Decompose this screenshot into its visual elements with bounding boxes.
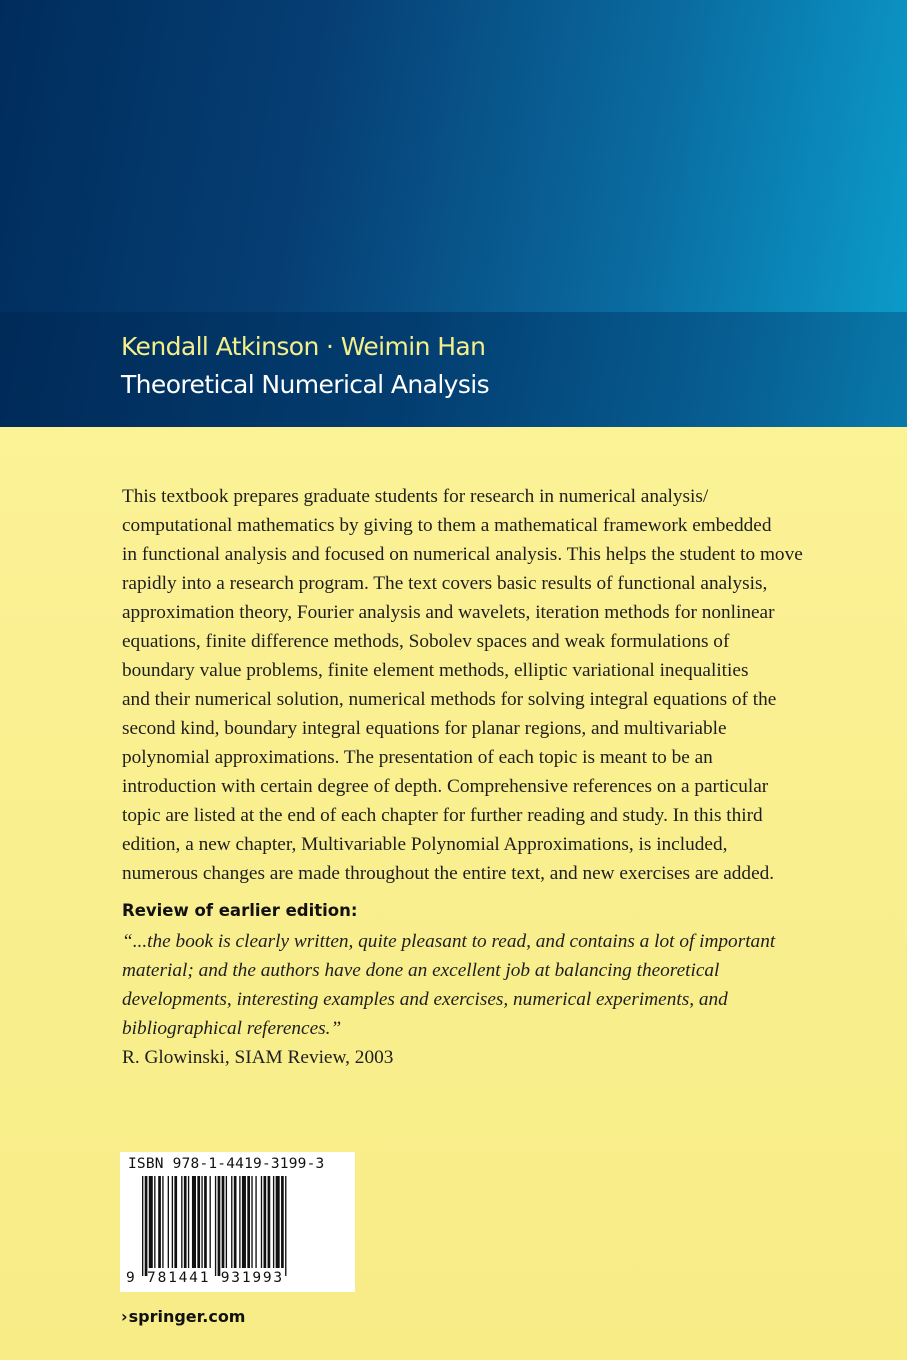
description-line: boundary value problems, finite element methods, elliptic variational inequalities [122,660,749,681]
review-quote-line: bibliographical references.” [122,1018,342,1039]
description-line: polynomial approximations. The presentation of each topic is meant to be an [122,747,713,768]
review-quote [122,927,852,1043]
description-line: introduction with certain degree of depth. Comprehensive references on a particular [122,776,769,797]
isbn-label: ISBN 978-1-4419-3199-3 [128,1156,325,1172]
top-gradient-band [0,0,907,312]
review-quote-line: “...the book is clearly written, quite pleasant to read, and contains a lot of important [122,931,776,952]
description-line: topic are listed at the end of each chapter for further reading and study. In this third [122,805,763,826]
description-line: second kind, boundary integral equations for planar regions, and multivariable [122,718,727,739]
barcode-bars-icon [142,1176,334,1276]
description-line: This textbook prepares graduate students for research in numerical analysis/ [122,486,709,507]
book-title: Theoretical Numerical Analysis [121,370,490,399]
description-line: edition, a new chapter, Multivariable Polynomial Approximations, is included, [122,834,728,855]
chevron-right-icon: › [121,1307,128,1326]
review-quote-line: developments, interesting examples and exercises, numerical experiments, and [122,989,728,1010]
publisher-website-link[interactable] [121,1307,245,1326]
description-line: in functional analysis and focused on numerical analysis. This helps the student to move [122,544,803,565]
website-label: springer.com [128,1307,246,1326]
barcode-digits: 9 781441 931993 [126,1270,284,1286]
description [122,482,852,888]
description-line: approximation theory, Fourier analysis and wavelets, iteration methods for nonlinear [122,602,775,623]
review-heading: Review of earlier edition: [122,901,358,920]
authors: Kendall Atkinson · Weimin Han [121,332,486,361]
description-line: rapidly into a research program. The text covers basic results of functional analysis, [122,573,768,594]
description-line: numerous changes are made throughout the entire text, and new exercises are added. [122,863,775,884]
isbn-barcode [120,1152,355,1292]
review-source: R. Glowinski, SIAM Review, 2003 [122,1047,394,1068]
review-quote-line: material; and the authors have done an excellent job at balancing theoretical [122,960,720,981]
description-line: computational mathematics by giving to them a mathematical framework embedded [122,515,772,536]
description-line: equations, finite difference methods, Sobolev spaces and weak formulations of [122,631,730,652]
description-line: and their numerical solution, numerical methods for solving integral equations of the [122,689,777,710]
